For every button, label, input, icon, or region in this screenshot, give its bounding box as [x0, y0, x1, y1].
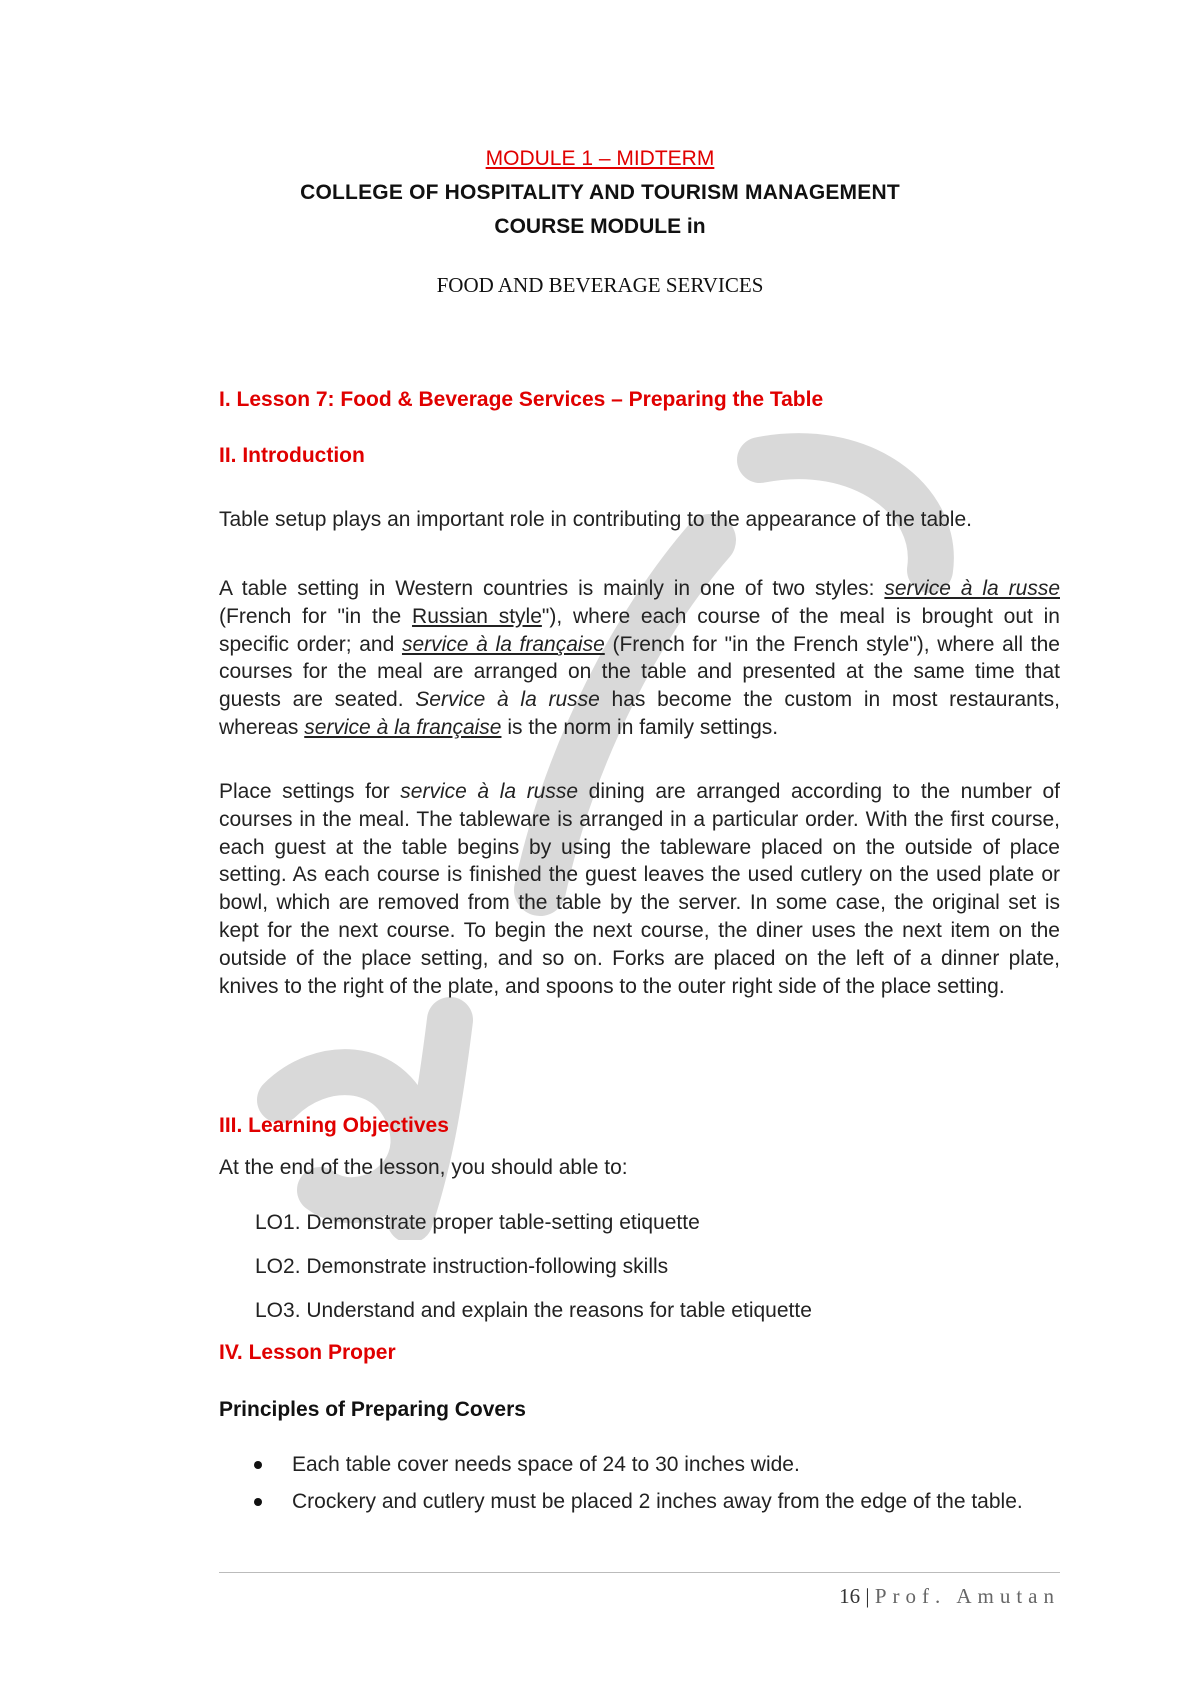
module-tag: MODULE 1 – MIDTERM [485, 147, 715, 170]
objective-item: LO3. Understand and explain the reasons for table etiquette [255, 1299, 812, 1322]
footer-separator: | [865, 1584, 870, 1608]
intro-paragraph-3: Place settings for service à la russe dining are arranged according to the number of courses in the meal. The tableware is arranged in a particular order. With the first course, each guest at the table begins by using the tableware placed on the outside of place setting. As each course is finished the guest leaves the used cutlery on the used plate or bowl, which are removed from the table by the server. In some case, the original set is kept for the next course. To begin the next course, the diner uses the next item on the outside of the place setting, and so on. Forks are placed on the left of a dinner plate, knives to the right of the plate, and spoons to the outer right side of the place setting. [219, 780, 1060, 998]
term-service-russe-2: Service à la russe [415, 688, 600, 712]
list-item: Each table cover needs space of 24 to 30 inches wide. [219, 1451, 1060, 1479]
objectives-heading: III. Learning Objectives [219, 1114, 449, 1137]
objectives-intro: At the end of the lesson, you should able to: [219, 1156, 628, 1179]
objective-item: LO2. Demonstrate instruction-following skills [255, 1255, 669, 1278]
lesson-proper-heading: IV. Lesson Proper [219, 1341, 396, 1364]
college-name: COLLEGE OF HOSPITALITY AND TOURISM MANAGEMENT [300, 181, 900, 204]
principles-list [219, 1451, 1060, 1525]
course-module-text: COURSE MODULE in [494, 215, 706, 238]
intro-paragraph-2: A table setting in Western countries is mainly in one of two styles: service à la russe (French for "in the Russian style"), where each course of the meal is brought out in specific order; and service à la française (French for "in the French style"), where all the courses for the meal are arranged on the table and presented at the same time that guests are seated. Service à la russe has become the custom in most restaurants, whereas service à la française is the norm in family settings. [219, 577, 1060, 739]
link-russian-style[interactable]: Russian style [412, 604, 542, 628]
course-module-line [0, 215, 1200, 239]
footer-author: Prof. Amutan [874, 1584, 1060, 1608]
list-item: Crockery and cutlery must be placed 2 inches away from the edge of the table. [219, 1488, 1060, 1516]
footer-divider [219, 1572, 1060, 1573]
intro-paragraph-1: Table setup plays an important role in contributing to the appearance of the table. [219, 508, 972, 531]
introduction-heading: II. Introduction [219, 444, 365, 467]
bullet-icon [254, 1461, 262, 1469]
subject-title: FOOD AND BEVERAGE SERVICES [436, 273, 764, 297]
term-service-francaise: service à la française [401, 632, 605, 656]
bullet-icon [254, 1498, 262, 1506]
page-footer [839, 1584, 1060, 1609]
term-service-russe-3: service à la russe [400, 780, 579, 803]
term-service-russe: service à la russe [884, 577, 1060, 600]
objective-item: LO1. Demonstrate proper table-setting etiquette [255, 1211, 700, 1234]
page-number: 16 [839, 1584, 861, 1608]
term-service-francaise-2: service à la française [304, 715, 502, 739]
lesson-title: I. Lesson 7: Food & Beverage Services – Preparing the Table [219, 388, 824, 411]
principles-subheading: Principles of Preparing Covers [219, 1398, 526, 1421]
